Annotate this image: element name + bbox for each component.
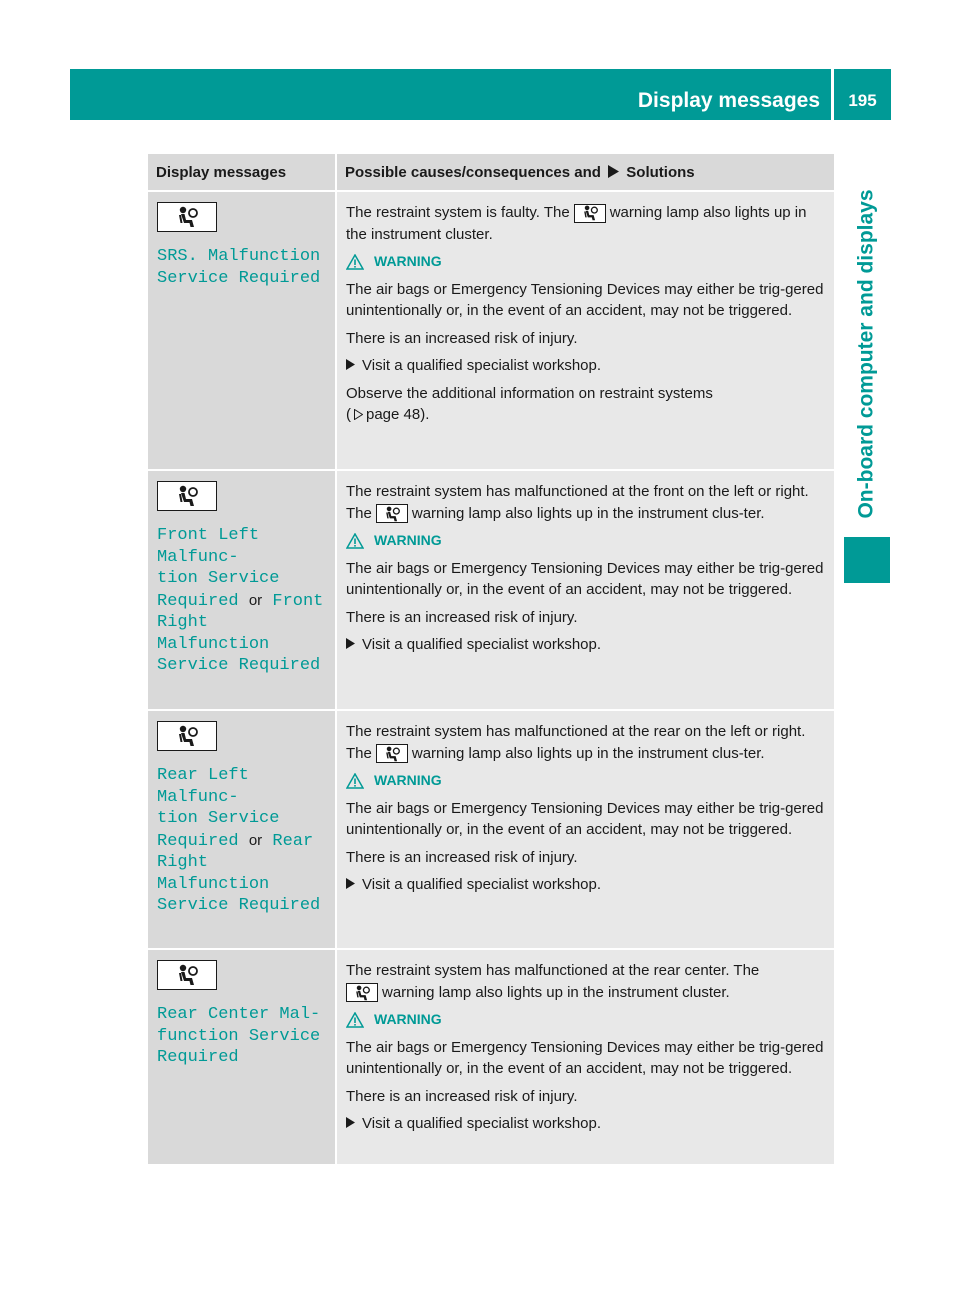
- table-row: [148, 949, 834, 1165]
- page-title: Display messages: [637, 89, 820, 112]
- warning-triangle-icon: [346, 1012, 364, 1028]
- cause-text: warning lamp also lights up in the instrument cluster.: [346, 204, 807, 243]
- display-message-cell: [148, 949, 336, 1165]
- solution-step: [346, 355, 828, 377]
- play-arrow-icon: [346, 1117, 355, 1128]
- header-bar: [70, 69, 891, 120]
- solution-step: [346, 1113, 828, 1135]
- warning-label: WARNING: [374, 772, 442, 788]
- display-message-line: Rear Left Malfunc-: [157, 766, 249, 807]
- warning-heading: [346, 530, 828, 552]
- display-message-line: tion Service: [157, 809, 280, 828]
- warning-label: WARNING: [374, 253, 442, 269]
- page-number: 195: [848, 91, 877, 110]
- reference-note-text: (: [346, 406, 351, 423]
- cause-text: warning lamp also lights up in the instrument clus-ter.: [411, 504, 765, 522]
- cause-text: The restraint system has malfunctioned at the rear center. The: [346, 962, 760, 979]
- col-header-solutions-text: Solutions: [626, 163, 695, 181]
- display-message-line: [157, 830, 329, 853]
- airbag-warning-icon: [157, 960, 217, 990]
- airbag-warning-icon: [376, 744, 408, 763]
- col-header-causes: [336, 154, 834, 191]
- warning-triangle-icon: [346, 773, 364, 789]
- table-header-row: [148, 154, 834, 191]
- warning-text: The air bags or Emergency Tensioning Devices may either be trig-gered unintentionally or, in the event of an accident, may not be triggered.: [346, 1038, 824, 1077]
- display-message-line: Rear Center Mal-: [157, 1005, 321, 1024]
- display-message-text: Required: [157, 591, 239, 611]
- table-row: [148, 191, 834, 470]
- display-message-cell: [148, 710, 336, 949]
- cause-text: warning lamp also lights up in the instrument clus-ter.: [411, 744, 765, 762]
- warning-text: The air bags or Emergency Tensioning Devices may either be trig-gered unintentionally or, in the event of an accident, may not be triggered.: [346, 799, 824, 838]
- table-row: [148, 710, 834, 949]
- display-message-line: Service Required: [157, 656, 321, 675]
- solution-step-text: Visit a qualified specialist workshop.: [362, 636, 602, 653]
- warning-heading: [346, 251, 828, 273]
- display-message-cell: [148, 191, 336, 470]
- airbag-warning-icon: [346, 983, 378, 1002]
- section-tab-marker: [844, 537, 890, 583]
- display-message-line: Service Required: [157, 268, 321, 288]
- cause-description: [346, 202, 828, 245]
- airbag-warning-icon: [574, 204, 606, 223]
- airbag-warning-icon: [376, 504, 408, 523]
- warning-text: The air bags or Emergency Tensioning Devices may either be trig-gered unintentionally or, in the event of an accident, may not be triggered.: [346, 280, 824, 319]
- reference-link-text: page 48).: [366, 406, 430, 423]
- section-label-text: On-board computer and displays: [855, 189, 878, 519]
- cause-description: [346, 481, 828, 524]
- risk-text: There is an increased risk of injury.: [346, 848, 578, 866]
- warning-triangle-icon: [346, 254, 364, 270]
- solution-step-text: Visit a qualified specialist workshop.: [362, 1115, 602, 1132]
- solution-step-text: Visit a qualified specialist workshop.: [362, 876, 602, 893]
- or-text: or: [248, 591, 263, 609]
- cause-text: warning lamp also lights up in the instrument cluster.: [382, 983, 730, 1001]
- table-row: [148, 470, 834, 710]
- play-arrow-icon: [346, 359, 355, 370]
- warning-text: The air bags or Emergency Tensioning Devices may either be trig-gered unintentionally or, in the event of an accident, may not be triggered.: [346, 559, 824, 598]
- display-message-line: tion Service: [157, 569, 280, 588]
- airbag-warning-icon: [157, 721, 217, 751]
- cause-description: [346, 721, 828, 764]
- col-header-display-messages: Display messages: [148, 154, 336, 191]
- causes-solutions-cell: [336, 949, 834, 1165]
- display-message-text: Required: [157, 831, 239, 851]
- risk-text: There is an increased risk of injury.: [346, 608, 578, 626]
- warning-label: WARNING: [374, 1011, 442, 1027]
- airbag-warning-icon: [157, 481, 217, 511]
- display-message-cell: [148, 470, 336, 710]
- display-message-line: Right Malfunction: [157, 853, 270, 894]
- cause-text: The restraint system has malfunctioned at the front on the left or right. The: [346, 483, 809, 522]
- warning-triangle-icon: [346, 533, 364, 549]
- cause-text: The restraint system is faulty. The: [346, 204, 570, 221]
- solution-step: [346, 634, 828, 656]
- warning-label: WARNING: [374, 532, 442, 548]
- col-header-causes-text: Possible causes/consequences and: [345, 163, 601, 181]
- display-message-text: Rear: [272, 831, 314, 851]
- section-side-label: [844, 164, 890, 544]
- display-message-line: Required: [157, 1048, 239, 1067]
- risk-text: There is an increased risk of injury.: [346, 1087, 578, 1105]
- warning-heading: [346, 770, 828, 792]
- display-messages-table: [148, 154, 834, 1166]
- causes-solutions-cell: [336, 710, 834, 949]
- cause-text: The restraint system has malfunctioned at the rear on the left or right. The: [346, 723, 806, 762]
- page-reference-arrow-icon: [354, 409, 363, 420]
- reference-note-text: Observe the additional information on restraint systems: [346, 384, 713, 402]
- or-text: or: [248, 831, 263, 849]
- display-message-line: [157, 590, 329, 613]
- play-arrow-icon: [346, 638, 355, 649]
- solution-step-text: Visit a qualified specialist workshop.: [362, 357, 602, 374]
- display-message-line: SRS. Malfunction: [157, 247, 321, 266]
- solution-step: [346, 874, 828, 896]
- display-message-line: function Service: [157, 1026, 321, 1046]
- causes-solutions-cell: [336, 470, 834, 710]
- reference-note: [346, 383, 828, 426]
- warning-heading: [346, 1009, 828, 1031]
- play-arrow-icon: [608, 165, 619, 178]
- display-message-line: Service Required: [157, 896, 321, 915]
- causes-solutions-cell: [336, 191, 834, 470]
- risk-text: There is an increased risk of injury.: [346, 329, 578, 347]
- display-message-text: Front: [272, 591, 324, 611]
- cause-description: [346, 960, 828, 1003]
- display-message-line: Right Malfunction: [157, 613, 270, 654]
- play-arrow-icon: [346, 878, 355, 889]
- airbag-warning-icon: [157, 202, 217, 232]
- display-message-line: Front Left Malfunc-: [157, 526, 260, 567]
